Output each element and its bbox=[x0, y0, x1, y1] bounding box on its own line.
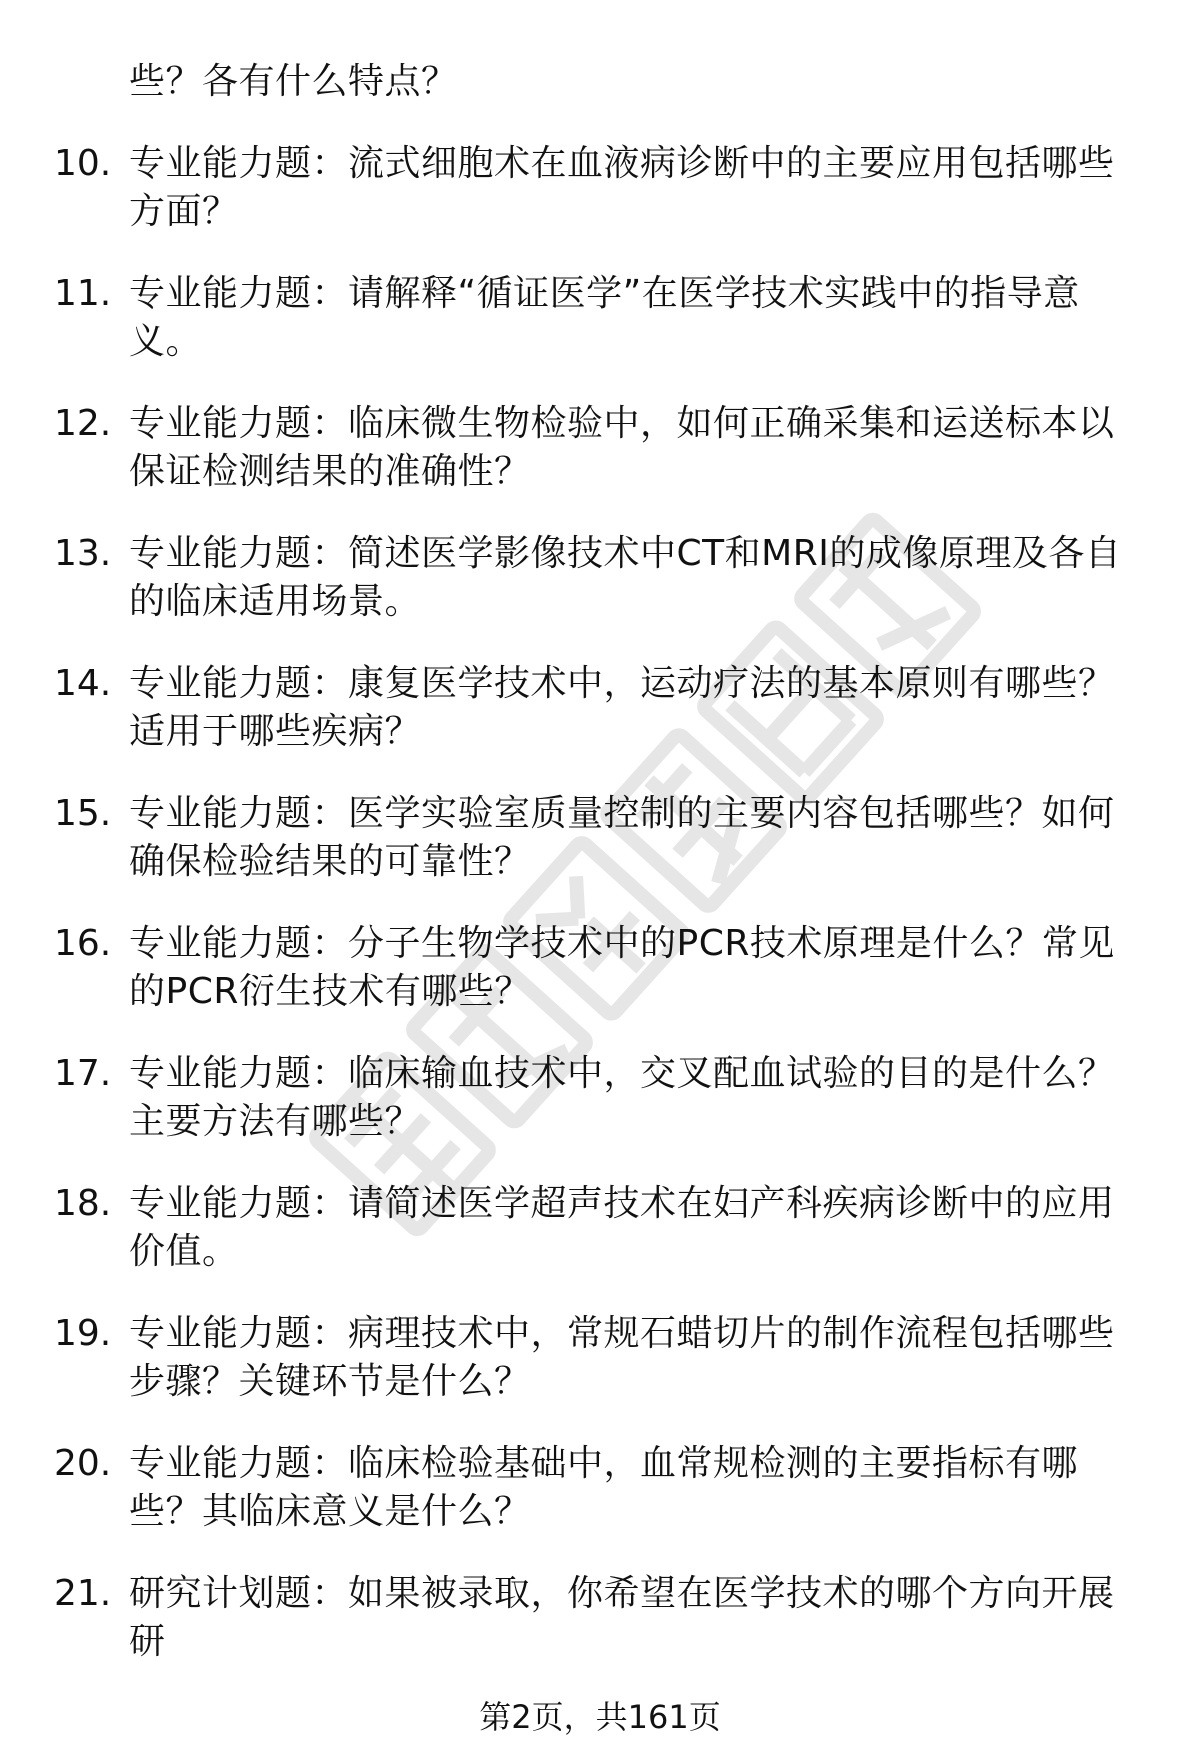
continuation-text: 些？各有什么特点？ bbox=[129, 61, 458, 102]
question-text: 专业能力题：医学实验室质量控制的主要内容包括哪些？如何确保检验结果的可靠性？ bbox=[129, 793, 1115, 882]
list-item bbox=[0, 1180, 1200, 1310]
question-text: 研究计划题：如果被录取，你希望在医学技术的哪个方向开展研 bbox=[129, 1573, 1115, 1662]
list-item bbox=[0, 920, 1200, 1050]
question-text: 专业能力题：分子生物学技术中的PCR技术原理是什么？常见的PCR衍生技术有哪些？ bbox=[129, 923, 1115, 1012]
list-item bbox=[0, 270, 1200, 400]
question-text: 专业能力题：请简述医学超声技术在妇产科疾病诊断中的应用价值。 bbox=[129, 1183, 1115, 1272]
question-text: 专业能力题：临床检验基础中，血常规检测的主要指标有哪些？其临床意义是什么？ bbox=[129, 1443, 1079, 1532]
question-number: 19. bbox=[54, 1313, 112, 1354]
question-number: 20. bbox=[54, 1443, 112, 1484]
question-number: 18. bbox=[54, 1183, 112, 1224]
list-item bbox=[0, 1310, 1200, 1440]
list-item bbox=[0, 1440, 1200, 1570]
question-number: 10. bbox=[54, 143, 112, 184]
question-number: 16. bbox=[54, 923, 112, 964]
list-item bbox=[0, 1050, 1200, 1180]
list-item bbox=[0, 660, 1200, 790]
question-number: 21. bbox=[54, 1573, 112, 1614]
question-number: 14. bbox=[54, 663, 112, 704]
question-text: 专业能力题：临床微生物检验中，如何正确采集和运送标本以保证检测结果的准确性？ bbox=[129, 403, 1115, 492]
list-item bbox=[0, 400, 1200, 530]
question-text: 专业能力题：流式细胞术在血液病诊断中的主要应用包括哪些方面？ bbox=[129, 143, 1115, 232]
question-text: 专业能力题：临床输血技术中，交叉配血试验的目的是什么？主要方法有哪些？ bbox=[129, 1053, 1115, 1142]
question-list bbox=[0, 140, 1200, 1700]
question-text: 专业能力题：康复医学技术中，运动疗法的基本原则有哪些？适用于哪些疾病？ bbox=[129, 663, 1115, 752]
question-number: 13. bbox=[54, 533, 112, 574]
question-number: 15. bbox=[54, 793, 112, 834]
question-number: 12. bbox=[54, 403, 112, 444]
list-item bbox=[0, 140, 1200, 270]
question-number: 17. bbox=[54, 1053, 112, 1094]
question-text: 专业能力题：病理技术中，常规石蜡切片的制作流程包括哪些步骤？关键环节是什么？ bbox=[129, 1313, 1115, 1402]
question-text: 专业能力题：简述医学影像技术中CT和MRI的成像原理及各自的临床适用场景。 bbox=[129, 533, 1122, 622]
list-item bbox=[0, 1570, 1200, 1700]
question-text: 专业能力题：请解释“循证医学”在医学技术实践中的指导意义。 bbox=[129, 273, 1080, 362]
list-item bbox=[0, 790, 1200, 920]
list-item bbox=[0, 530, 1200, 660]
question-number: 11. bbox=[54, 273, 112, 314]
page-footer: 第2页，共161页 bbox=[479, 1698, 721, 1736]
